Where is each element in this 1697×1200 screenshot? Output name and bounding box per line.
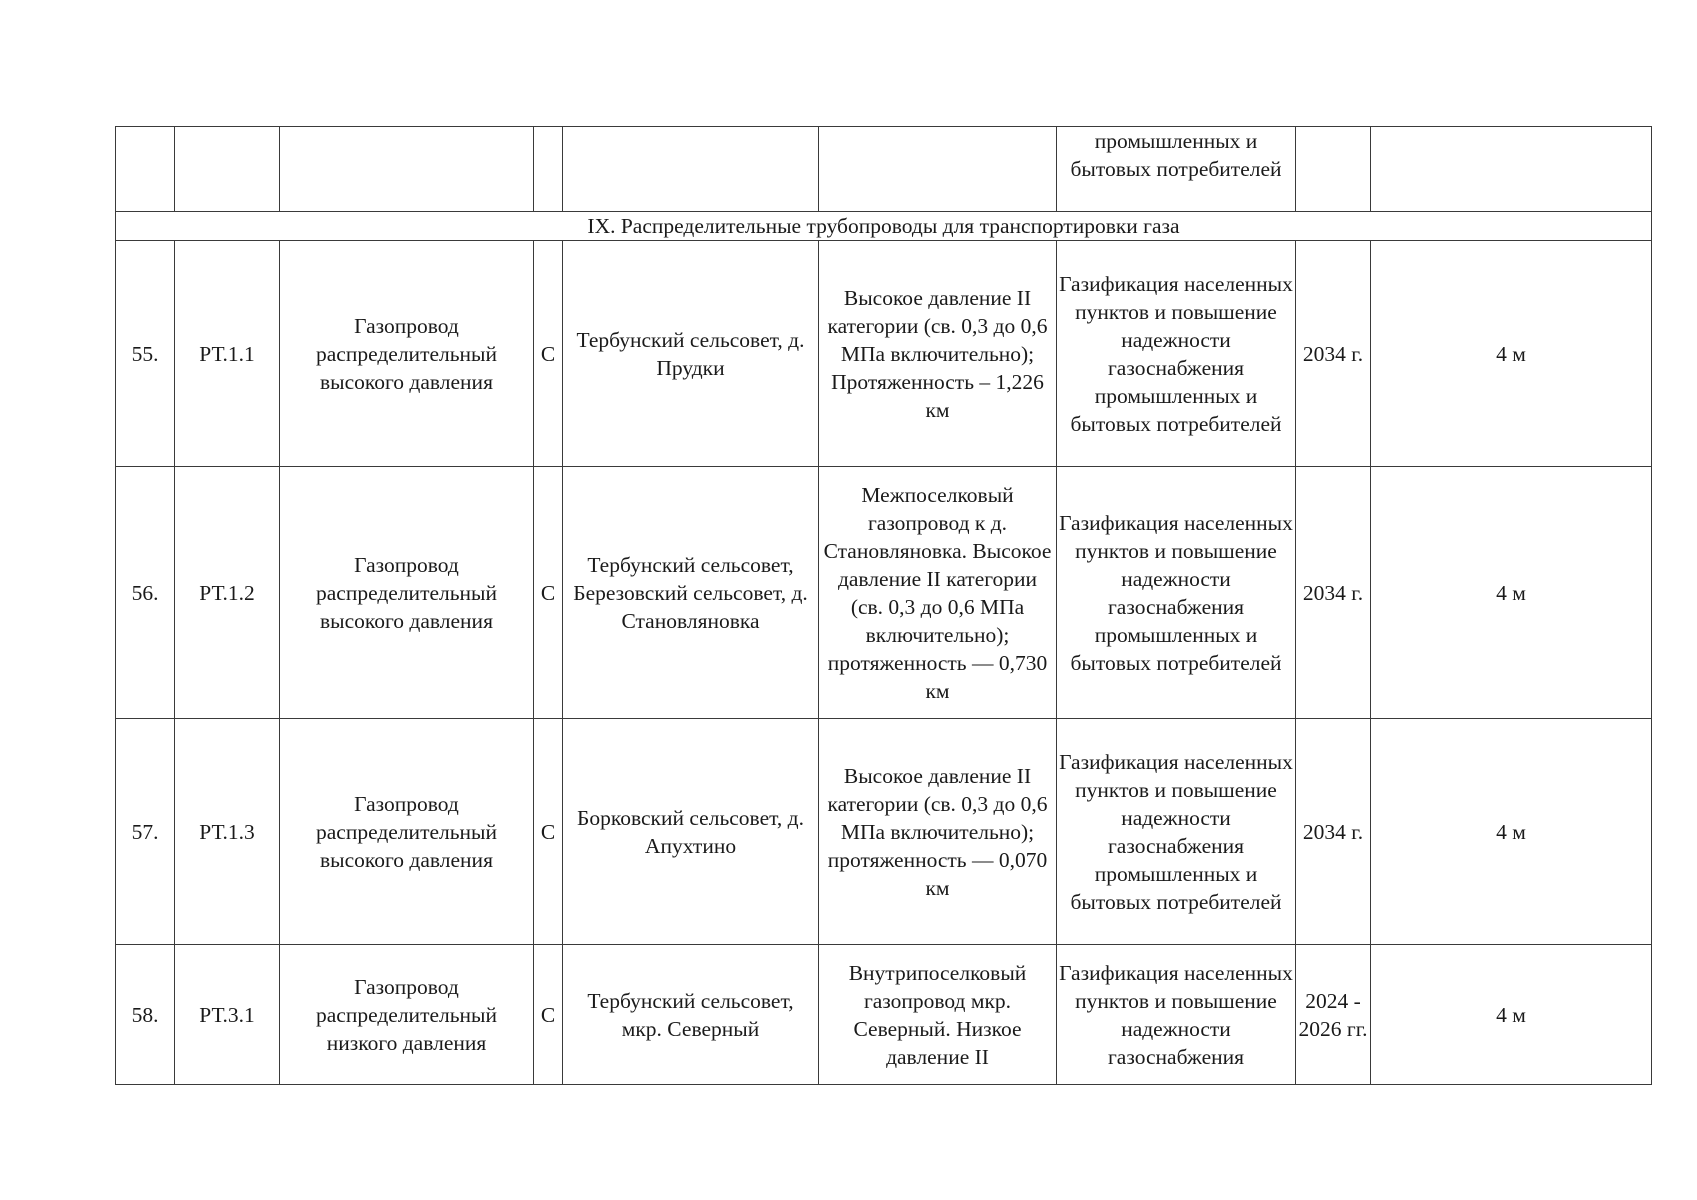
table-row <box>116 719 1652 945</box>
cell-name: Газопровод распределительный высокого давления <box>280 241 534 467</box>
cell-zone <box>1371 127 1652 212</box>
cell-characteristics: Высокое давление II категории (св. 0,3 до 0,6 МПа включительно); протяженность — 0,070 км <box>819 719 1057 945</box>
cell-num: 56. <box>116 467 175 719</box>
cell-num <box>116 127 175 212</box>
cell-status: С <box>534 719 563 945</box>
cell-purpose: Газификация населенных пунктов и повышение надежности газоснабжения <box>1057 945 1296 1085</box>
cell-purpose: Газификация населенных пунктов и повышение надежности газоснабжения промышленных и бытовых потребителей <box>1057 241 1296 467</box>
cell-code: РТ.1.1 <box>175 241 280 467</box>
cell-name: Газопровод распределительный низкого давления <box>280 945 534 1085</box>
cell-name <box>280 127 534 212</box>
cell-period <box>1296 127 1371 212</box>
cell-characteristics: Внутрипоселковый газопровод мкр. Северный. Низкое давление II <box>819 945 1057 1085</box>
table-row <box>116 241 1652 467</box>
cell-status: С <box>534 241 563 467</box>
cell-purpose: Газификация населенных пунктов и повышение надежности газоснабжения промышленных и бытовых потребителей <box>1057 467 1296 719</box>
cell-characteristics: Высокое давление II категории (св. 0,3 до 0,6 МПа включительно); Протяженность – 1,226 км <box>819 241 1057 467</box>
cell-status <box>534 127 563 212</box>
cell-zone: 4 м <box>1371 719 1652 945</box>
cell-zone: 4 м <box>1371 945 1652 1085</box>
section-heading: IX. Распределительные трубопроводы для транспортировки газа <box>116 212 1652 241</box>
cell-zone: 4 м <box>1371 241 1652 467</box>
cell-code: РТ.1.3 <box>175 719 280 945</box>
cell-location: Тербунский сельсовет, д. Прудки <box>563 241 819 467</box>
cell-period: 2024 - 2026 гг. <box>1296 945 1371 1085</box>
cell-characteristics: Межпоселковый газопровод к д. Становляновка. Высокое давление II категории (св. 0,3 до 0,6 МПа включительно); протяженность — 0,730 км <box>819 467 1057 719</box>
cell-location: Тербунский сельсовет, Березовский сельсовет, д. Становляновка <box>563 467 819 719</box>
cell-code: РТ.3.1 <box>175 945 280 1085</box>
cell-num: 55. <box>116 241 175 467</box>
cell-name: Газопровод распределительный высокого давления <box>280 719 534 945</box>
table-row <box>116 945 1652 1085</box>
cell-num: 57. <box>116 719 175 945</box>
cell-period: 2034 г. <box>1296 467 1371 719</box>
cell-period: 2034 г. <box>1296 719 1371 945</box>
cell-location <box>563 127 819 212</box>
cell-code <box>175 127 280 212</box>
objects-table <box>115 126 1652 1085</box>
cell-purpose: Газификация населенных пунктов и повышение надежности газоснабжения промышленных и бытовых потребителей <box>1057 719 1296 945</box>
section-heading-row <box>116 212 1652 241</box>
cell-code: РТ.1.2 <box>175 467 280 719</box>
table-row <box>116 467 1652 719</box>
cell-status: С <box>534 467 563 719</box>
cell-location: Тербунский сельсовет, мкр. Северный <box>563 945 819 1085</box>
cell-purpose: промышленных и бытовых потребителей <box>1057 127 1296 212</box>
cell-status: С <box>534 945 563 1085</box>
cell-zone: 4 м <box>1371 467 1652 719</box>
cell-location: Борковский сельсовет, д. Апухтино <box>563 719 819 945</box>
cell-name: Газопровод распределительный высокого давления <box>280 467 534 719</box>
cell-characteristics <box>819 127 1057 212</box>
table-row-continuation <box>116 127 1652 212</box>
cell-num: 58. <box>116 945 175 1085</box>
cell-period: 2034 г. <box>1296 241 1371 467</box>
